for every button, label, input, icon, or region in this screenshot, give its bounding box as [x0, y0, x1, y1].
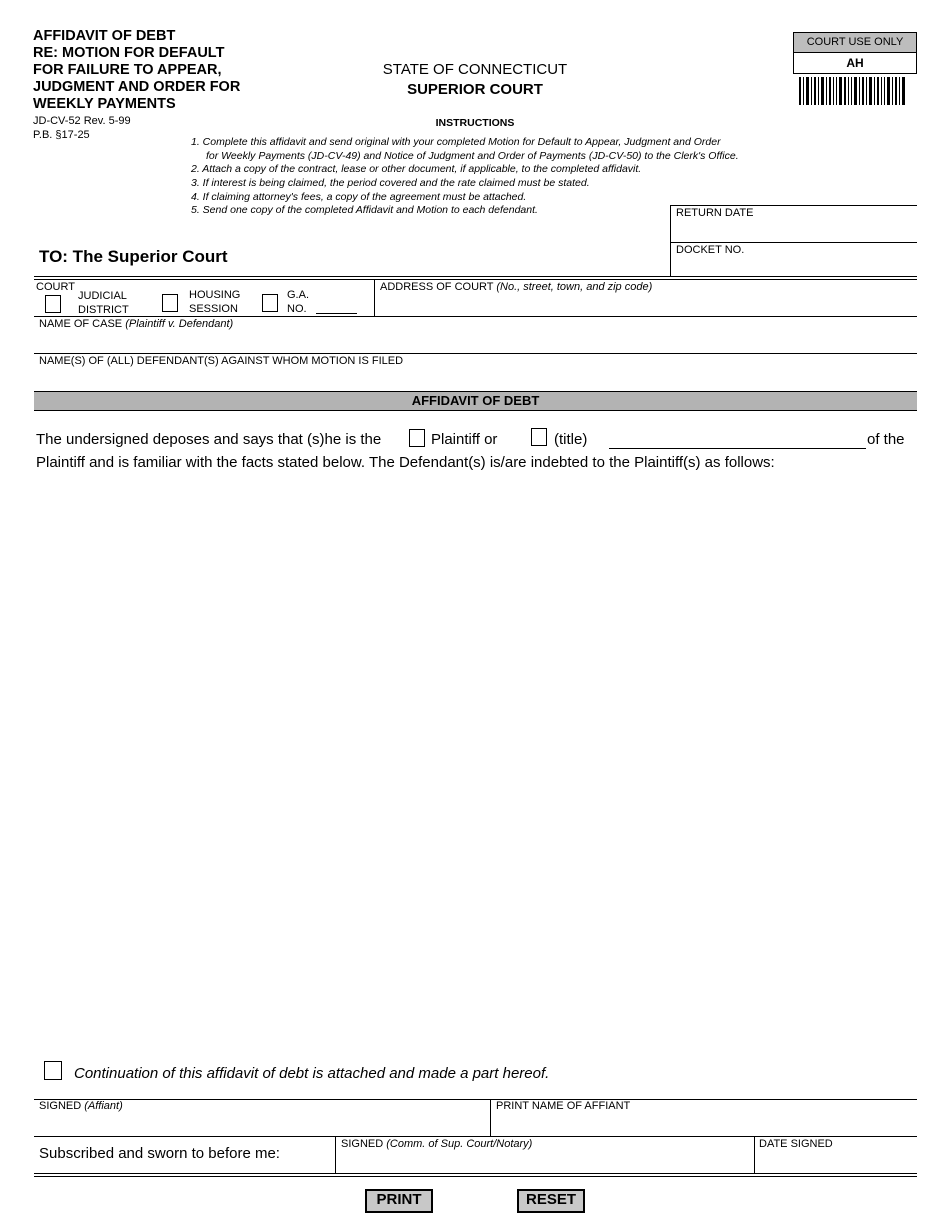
title-label: (title): [554, 431, 588, 448]
divider: [670, 205, 917, 206]
reset-button[interactable]: RESET: [517, 1189, 585, 1213]
address-of-court-input[interactable]: [380, 296, 912, 314]
form-title-line: WEEKLY PAYMENTS: [33, 96, 176, 112]
deposes-text: The undersigned deposes and says that (s)he is the: [36, 431, 382, 448]
signed-hint: (Affiant): [84, 1100, 123, 1112]
barcode-image: [799, 77, 907, 105]
judicial-district-label: [78, 290, 129, 317]
judicial-label-line: DISTRICT: [78, 304, 129, 316]
form-title-line: JUDGMENT AND ORDER FOR: [33, 79, 241, 95]
housing-label-line: SESSION: [189, 303, 238, 315]
print-button[interactable]: PRINT: [365, 1189, 433, 1213]
divider: [490, 1099, 491, 1136]
plaintiff-checkbox[interactable]: [409, 429, 425, 447]
title-checkbox[interactable]: [531, 428, 547, 446]
date-signed-label: DATE SIGNED: [759, 1138, 833, 1150]
instruction-line: 3. If interest is being claimed, the period covered and the rate claimed must be stated.: [191, 177, 590, 189]
print-name-input[interactable]: [496, 1115, 912, 1134]
divider: [34, 1136, 917, 1137]
return-date-input[interactable]: [676, 221, 912, 240]
notary-signed-hint: (Comm. of Sup. Court/Notary): [386, 1138, 533, 1150]
affiant-signature-input[interactable]: [39, 1115, 485, 1134]
to-line: TO: The Superior Court: [39, 247, 228, 266]
court-name: SUPERIOR COURT: [407, 81, 543, 98]
ga-label-line: G.A.: [287, 289, 310, 301]
divider: [34, 353, 917, 354]
divider: [34, 1099, 917, 1100]
docket-number-input[interactable]: [676, 258, 912, 274]
familiar-text: Plaintiff and is familiar with the facts stated below. The Defendant(s) is/are indebted to the Plaintiff(s) as follows:: [36, 454, 775, 471]
divider: [34, 316, 917, 317]
divider: [374, 279, 375, 316]
ga-label: [287, 289, 309, 316]
instruction-line: 4. If claiming attorney's fees, a copy of the agreement must be attached.: [191, 191, 527, 203]
divider: [670, 242, 917, 243]
court-use-box: [793, 32, 917, 74]
case-name-input[interactable]: [39, 333, 912, 351]
court-label: COURT: [36, 281, 75, 293]
instructions-heading: INSTRUCTIONS: [435, 117, 515, 129]
address-of-court-label: [380, 281, 652, 294]
print-name-label: PRINT NAME OF AFFIANT: [496, 1100, 631, 1112]
form-title-line: FOR FAILURE TO APPEAR,: [33, 62, 222, 78]
housing-session-checkbox[interactable]: [162, 294, 178, 312]
case-name-hint: (Plaintiff v. Defendant): [125, 318, 234, 330]
of-the-text: of the: [867, 431, 905, 448]
signed-text: SIGNED: [39, 1100, 82, 1112]
signed-affiant-label: [39, 1100, 123, 1113]
continuation-text: Continuation of this affidavit of debt is attached and made a part hereof.: [74, 1065, 550, 1082]
notary-signed-text: SIGNED: [341, 1138, 384, 1150]
form-title-line: AFFIDAVIT OF DEBT: [33, 28, 176, 44]
subscribed-text: Subscribed and sworn to before me:: [39, 1145, 280, 1162]
form-title-line: RE: MOTION FOR DEFAULT: [33, 45, 225, 61]
continuation-checkbox[interactable]: [44, 1061, 62, 1080]
form-number: JD-CV-52 Rev. 5-99: [33, 115, 131, 127]
housing-label-line: HOUSING: [189, 289, 241, 301]
date-signed-input[interactable]: [759, 1152, 912, 1171]
divider: [34, 276, 917, 277]
address-label-hint: (No., street, town, and zip code): [496, 281, 653, 293]
title-input[interactable]: [609, 430, 866, 449]
instruction-line: for Weekly Payments (JD-CV-49) and Notice of Judgment and Order of Payments (JD-CV-50) to the Clerk's Office.: [206, 150, 739, 162]
ga-checkbox[interactable]: [262, 294, 278, 312]
ga-number-input[interactable]: [316, 299, 357, 314]
instruction-line: 5. Send one copy of the completed Affidavit and Motion to each defendant.: [191, 204, 538, 216]
court-use-code: AH: [846, 56, 864, 70]
notary-signature-input[interactable]: [341, 1152, 748, 1171]
form-title: [33, 28, 240, 113]
ga-label-line: NO.: [287, 303, 307, 315]
practice-book-reference: P.B. §17-25: [33, 129, 90, 141]
instruction-line: 1. Complete this affidavit and send original with your completed Motion for Default to Appear, Judgment and Order: [191, 136, 721, 148]
instruction-line: 2. Attach a copy of the contract, lease or other document, if applicable, to the completed affidavit.: [191, 163, 642, 175]
defendants-input[interactable]: [39, 370, 912, 388]
docket-number-label: DOCKET NO.: [676, 244, 745, 256]
section-title-bar: AFFIDAVIT OF DEBT: [34, 391, 917, 411]
judicial-district-checkbox[interactable]: [45, 295, 61, 313]
divider: [754, 1136, 755, 1173]
divider: [34, 279, 917, 280]
housing-session-label: [189, 289, 240, 316]
case-name-label: [39, 318, 233, 331]
address-label-text: ADDRESS OF COURT: [380, 281, 494, 293]
return-date-label: RETURN DATE: [676, 207, 754, 219]
judicial-label-line: JUDICIAL: [78, 290, 127, 302]
state-name: STATE OF CONNECTICUT: [382, 61, 568, 78]
divider: [34, 1173, 917, 1174]
plaintiff-or-label: Plaintiff or: [431, 431, 498, 448]
divider: [34, 1176, 917, 1177]
divider: [670, 205, 671, 276]
debt-details-textarea[interactable]: [36, 478, 914, 1048]
case-name-text: NAME OF CASE: [39, 318, 123, 330]
defendants-label: NAME(S) OF (ALL) DEFENDANT(S) AGAINST WHOM MOTION IS FILED: [39, 355, 404, 367]
notary-signed-label: [341, 1138, 532, 1151]
divider: [335, 1136, 336, 1173]
court-use-label: COURT USE ONLY: [794, 33, 916, 53]
